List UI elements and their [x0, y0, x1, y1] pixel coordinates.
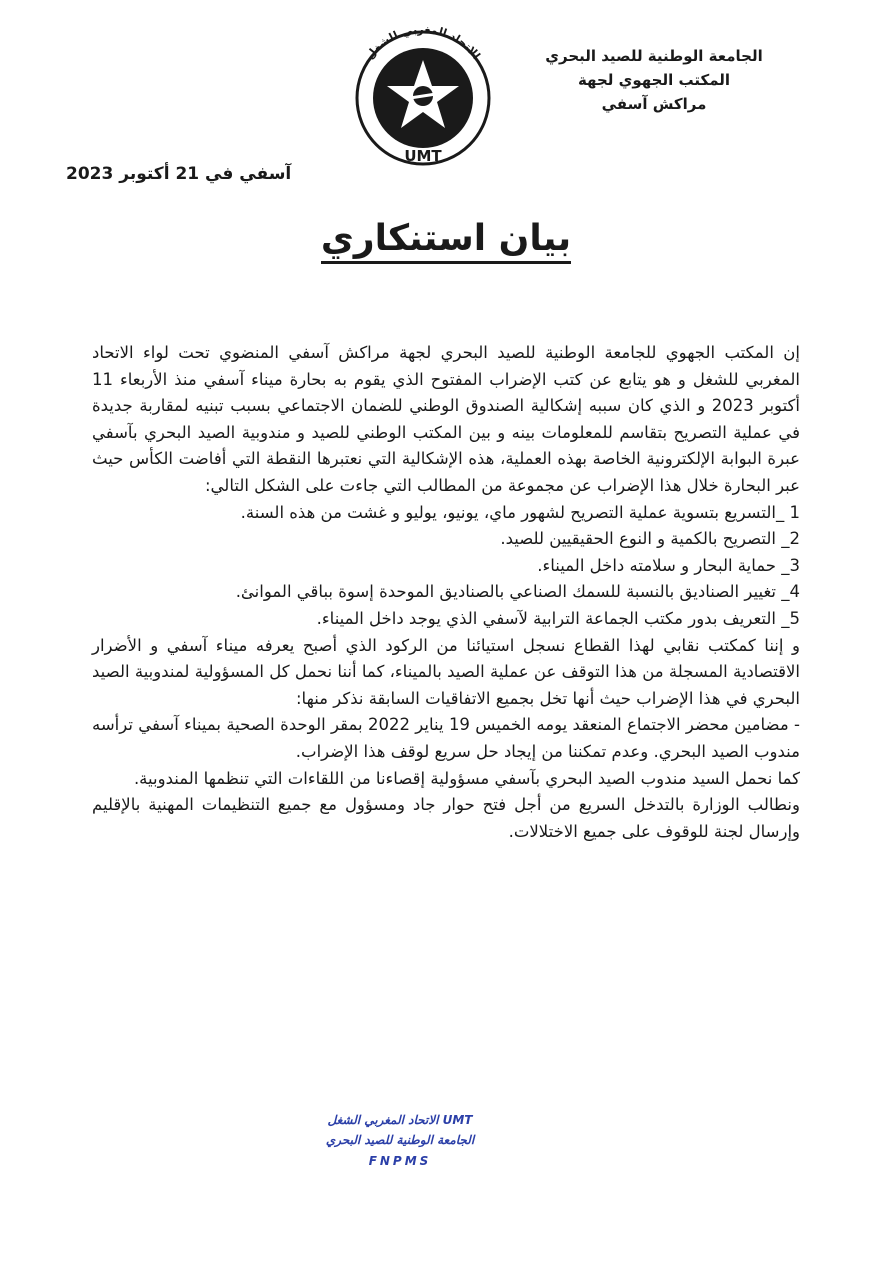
letter-body — [92, 340, 800, 845]
demand-item: 5_ التعريف بدور مكتب الجماعة الترابية لآسفي الذي يوجد داخل الميناء. — [316, 608, 800, 628]
umt-logo — [338, 18, 508, 168]
logo-text: UMT — [404, 147, 442, 165]
demand-item: 4_ تغيير الصناديق بالنسبة للسمك الصناعي بالصناديق الموحدة إسوة بباقي الموانئ. — [235, 582, 800, 602]
stamp-line-federation: الجامعة الوطنية للصيد البحري — [325, 1133, 475, 1147]
org-office: المكتب الجهوي لجهة — [577, 71, 731, 89]
logo-arc-text: الاتحاد المغربي للشغل — [363, 22, 483, 62]
demand-dialogue-paragraph: ونطالب الوزارة بالتدخل السريع من أجل فتح حوار جاد ومسؤول مع جميع التنظيمات المهنية بالإقليم وإرسال لجنة للوقوف على جميع الاختلالات. — [92, 795, 800, 841]
organization-header — [524, 44, 784, 116]
stamp-line-acronym: FNPMS — [368, 1154, 432, 1168]
demand-item: 1 _التسريع بتسوية عملية التصريح لشهور ماي، يونيو، يوليو و غشت من هذه السنة. — [240, 502, 800, 522]
stagnation-paragraph: و إننا كمكتب نقابي لهذا القطاع نسجل استيائنا من الركود الذي أصبح يعرفه ميناء آسفي و الأضرار الاقتصادية المسجلة من هذا التوقف عن عملية الصيد بالميناء، كما أننا نحمل كل المسؤولية لمندوبية الصيد البحري في هذا الإضراب حيث أنها تخل بجميع الاتفاقيات السابقة نذكر منها: — [92, 635, 800, 708]
org-name: الجامعة الوطنية للصيد البحري — [545, 47, 763, 65]
meeting-paragraph: - مضامين محضر الاجتماع المنعقد يومه الخميس 19 يناير 2022 بمقر الوحدة الصحية بميناء آسفي ترأسه مندوب الصيد البحري. وعدم تمكننا من إيجاد حل سريع لوقف هذا الإضراب. — [92, 715, 800, 761]
org-region: مراكش آسفي — [601, 95, 707, 113]
letter-date: آسفي في 21 أكتوبر 2023 — [66, 164, 292, 184]
demand-item: 3_ حماية البحار و سلامته داخل الميناء. — [537, 555, 800, 575]
demand-item: 2_ التصريح بالكمية و النوع الحقيقيين للصيد. — [500, 529, 800, 549]
exclusion-paragraph: كما نحمل السيد مندوب الصيد البحري بآسفي مسؤولية إقصاءنا من اللقاءات التي تنظمها المندوبية. — [133, 768, 800, 788]
intro-paragraph: إن المكتب الجهوي للجامعة الوطنية للصيد البحري لجهة مراكش آسفي المنضوي تحت لواء الاتحاد المغربي للشغل و هو يتابع عن كتب الإضراب المفتوح الذي يقوم به بحارة ميناء آسفي منذ الأربعاء 11 أكتوبر 2023 و الذي كان سببه إشكالية الصندوق الوطني للضمان الاجتماعي بسبب تبنيه لمقاربة جديدة في عملية التصريح بتقاسم للمعلومات بينه و بين المكتب الوطني للصيد و مندوبية الصيد البحري بآسفي عبرة البوابة الإلكترونية الخاصة بهذه العملية، هذه الإشكالية التي نعتبرها النقطة التي أفاضت الكأس حيث عبر البحارة خلال هذا الإضراب عن مجموعة من المطالب التي جاءت على الشكل التالي: — [92, 343, 800, 495]
title-text: بيان استنكاري — [321, 218, 571, 264]
union-stamp — [300, 1110, 500, 1172]
stamp-line-union: UMT الاتحاد المغربي الشغل — [327, 1113, 473, 1127]
document-title — [0, 218, 892, 259]
